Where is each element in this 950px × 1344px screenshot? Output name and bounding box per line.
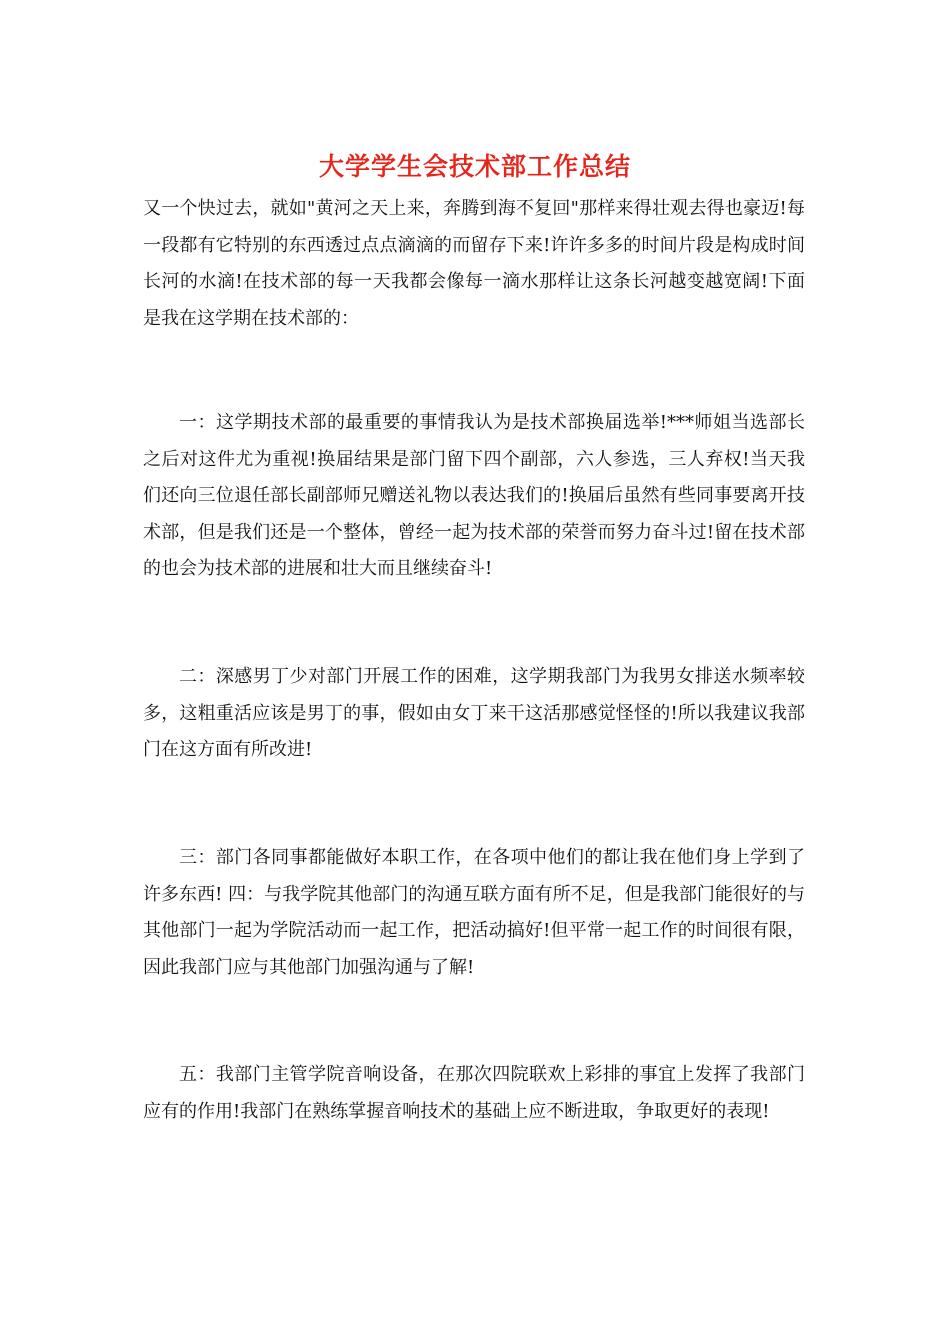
document-title: 大学学生会技术部工作总结 — [318, 152, 631, 181]
section-one-paragraph: 一：这学期技术部的最重要的事情我认为是技术部换届选举!***师姐当选部长之后对这件尤为重视!换届结果是部门留下四个副部，六人参选，三人弃权!当天我们还向三位退任部长副部师兄赠送礼物以表达我们的!换届后虽然有些同事要离开技术部，但是我们还是一个整体，曾经一起为技术部的荣誉而努力奋斗过!留在技术部的也会为技术部的进展和壮大而且继续奋斗! — [143, 412, 805, 579]
section-two-paragraph: 二：深感男丁少对部门开展工作的困难，这学期我部门为我男女排送水频率较多，这粗重活应该是男丁的事，假如由女丁来干这活那感觉怪怪的!所以我建议我部门在这方面有所改进! — [143, 666, 805, 760]
section-three-four-paragraph: 三：部门各同事都能做好本职工作，在各项中他们的都让我在他们身上学到了许多东西! 四：与我学院其他部门的沟通互联方面有所不足，但是我部门能很好的与其他部门一起为学院活动而一起工作，把活动搞好!但平常一起工作的时间很有限，因此我部门应与其他部门加强沟通与了解! — [143, 847, 805, 978]
intro-paragraph: 又一个快过去，就如"黄河之天上来，奔腾到海不复回"那样来得壮观去得也豪迈!每一段都有它特别的东西透过点点滴滴的而留存下来!许许多多的时间片段是构成时间长河的水滴!在技术部的每一天我都会像每一滴水那样让这条长河越变越宽阔!下面是我在这学期在技术部的： — [143, 198, 805, 329]
section-five-paragraph: 五：我部门主管学院音响设备，在那次四院联欢上彩排的事宜上发挥了我部门应有的作用!我部门在熟练掌握音响技术的基础上应不断进取，争取更好的表现! — [143, 1064, 805, 1122]
